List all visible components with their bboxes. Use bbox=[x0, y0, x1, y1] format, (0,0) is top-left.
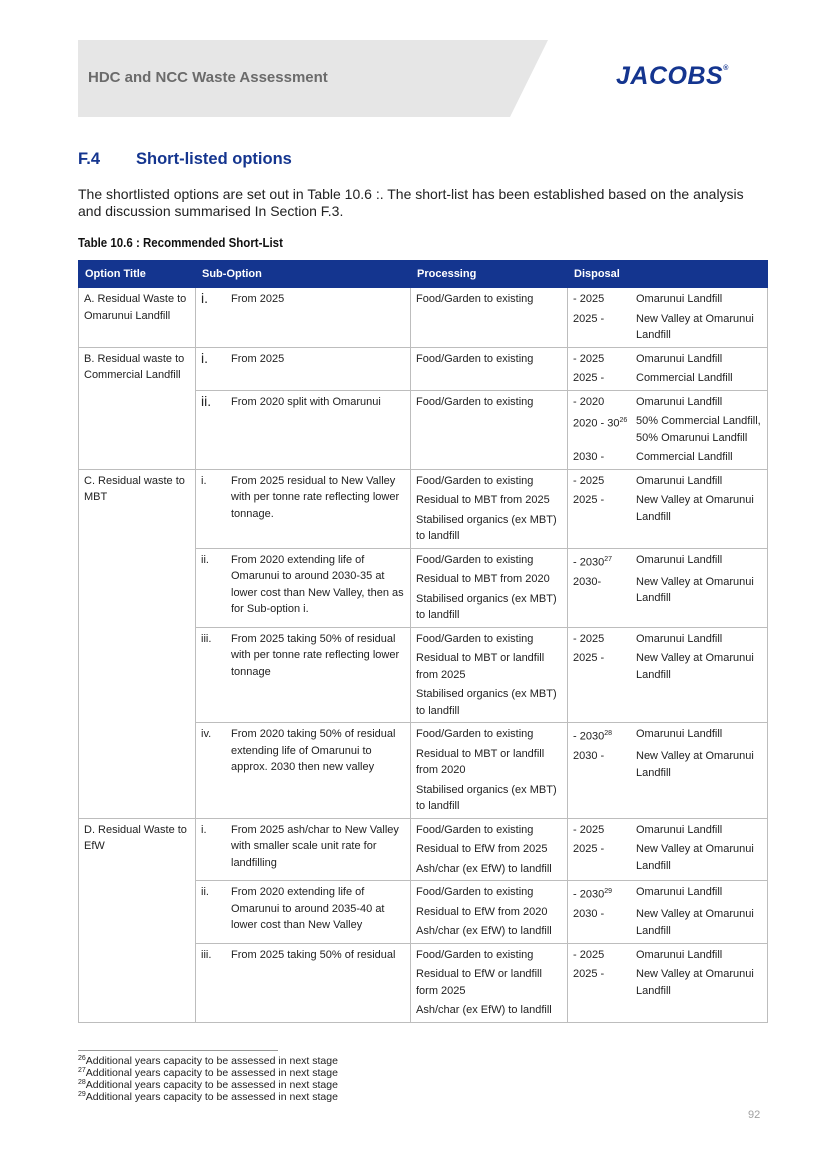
processing-item: Residual to EfW from 2025 bbox=[416, 843, 548, 855]
footnote-text: Additional years capacity to be assessed in next stage bbox=[85, 1079, 338, 1091]
disposal-item bbox=[573, 351, 762, 368]
table-row bbox=[79, 288, 768, 348]
sub-option-text: From 2025 bbox=[231, 352, 285, 365]
disposal-period bbox=[573, 884, 636, 903]
table-row bbox=[79, 818, 768, 881]
header-sub-option: Sub-Option bbox=[196, 261, 411, 288]
processing-item: Food/Garden to existing bbox=[416, 886, 534, 898]
sub-option-content bbox=[201, 473, 405, 523]
processing-item: Food/Garden to existing bbox=[416, 823, 534, 836]
disposal-item bbox=[573, 906, 762, 939]
disposal-period-text: 2030 - bbox=[573, 750, 605, 763]
disposal-period-text: 2025 - bbox=[573, 652, 605, 664]
disposal-period bbox=[573, 311, 636, 344]
sub-option-content bbox=[201, 351, 405, 368]
sub-option-numeral: i. bbox=[201, 290, 208, 306]
sub-option-cell bbox=[196, 943, 411, 1022]
sub-option-content bbox=[201, 726, 405, 776]
processing-item: Residual to MBT from 2020 bbox=[416, 573, 550, 585]
processing-item: Food/Garden to existing bbox=[416, 632, 534, 645]
footnote-number: 26 bbox=[78, 1055, 86, 1062]
disposal-period-text: 2025 - bbox=[573, 968, 605, 980]
processing-cell bbox=[411, 818, 568, 881]
sub-option-text: From 2025 taking 50% of residual with per tonne rate reflecting lower tonnage bbox=[231, 632, 400, 678]
sub-option-numeral: i. bbox=[201, 474, 207, 487]
disposal-period bbox=[573, 370, 636, 387]
disposal-cell bbox=[568, 881, 768, 944]
disposal-site: Omarunui Landfill bbox=[636, 886, 723, 898]
document-title: HDC and NCC Waste Assessment bbox=[88, 69, 328, 86]
disposal-site: Omarunui Landfill bbox=[636, 553, 723, 566]
sub-option-content bbox=[201, 394, 405, 411]
disposal-period-text: 2025 - bbox=[573, 494, 605, 506]
sub-option-text: From 2025 taking 50% of residual bbox=[231, 948, 396, 961]
sub-option-numeral: ii. bbox=[201, 392, 212, 409]
disposal-period bbox=[573, 650, 636, 683]
disposal-period-text: - 2025 bbox=[573, 293, 605, 305]
processing-item: Ash/char (ex EfW) to landfill bbox=[416, 925, 552, 937]
table-row bbox=[79, 347, 768, 390]
table-header-row bbox=[79, 261, 768, 288]
disposal-site: Omarunui Landfill bbox=[636, 352, 723, 365]
disposal-cell bbox=[568, 288, 768, 348]
disposal-item bbox=[573, 947, 762, 964]
footnote-reference: 26 bbox=[619, 417, 628, 424]
disposal-period bbox=[573, 291, 636, 308]
disposal-cell bbox=[568, 943, 768, 1022]
disposal-period-text: - 2025 bbox=[573, 632, 605, 645]
processing-cell bbox=[411, 943, 568, 1022]
processing-item: Residual to MBT or landfill from 2025 bbox=[416, 652, 545, 681]
processing-cell bbox=[411, 881, 568, 944]
processing-item: Ash/char (ex EfW) to landfill bbox=[416, 862, 552, 875]
disposal-site: Omarunui Landfill bbox=[636, 728, 723, 740]
footnote-reference: 29 bbox=[604, 888, 612, 895]
sub-option-cell bbox=[196, 288, 411, 348]
disposal-cell bbox=[568, 548, 768, 627]
sub-option-content bbox=[201, 947, 405, 964]
header-option-title: Option Title bbox=[79, 261, 196, 288]
disposal-item bbox=[573, 492, 762, 525]
disposal-item bbox=[573, 291, 762, 308]
disposal-site: New Valley at Omarunui Landfill bbox=[636, 843, 754, 872]
processing-item: Stabilised organics (ex MBT) to landfill bbox=[416, 513, 557, 542]
disposal-period bbox=[573, 492, 636, 525]
disposal-item bbox=[573, 966, 762, 999]
disposal-period-text: - 2025 bbox=[573, 352, 605, 365]
processing-cell bbox=[411, 469, 568, 548]
disposal-cell bbox=[568, 347, 768, 390]
sub-option-content bbox=[201, 552, 405, 618]
processing-cell bbox=[411, 288, 568, 348]
disposal-period-text: - 2030 bbox=[573, 556, 605, 569]
footnote bbox=[78, 1079, 338, 1091]
sub-option-numeral: iii. bbox=[201, 948, 212, 961]
disposal-site: Omarunui Landfill bbox=[636, 395, 723, 408]
processing-item: Food/Garden to existing bbox=[416, 474, 534, 487]
page-number: 92 bbox=[748, 1109, 761, 1121]
sub-option-cell bbox=[196, 723, 411, 819]
sub-option-text: From 2020 taking 50% of residual extending life of Omarunui to approx. 2030 then new valley bbox=[231, 728, 396, 773]
disposal-period-text: - 2025 bbox=[573, 948, 605, 961]
processing-item: Stabilised organics (ex MBT) to landfill bbox=[416, 688, 557, 717]
sub-option-text: From 2020 split with Omarunui bbox=[231, 395, 381, 408]
disposal-site: New Valley at Omarunui Landfill bbox=[636, 312, 754, 341]
footnote-text: Additional years capacity to be assessed in next stage bbox=[85, 1067, 338, 1079]
disposal-cell bbox=[568, 723, 768, 819]
disposal-site: Omarunui Landfill bbox=[636, 474, 723, 487]
footnote-number: 29 bbox=[78, 1091, 86, 1098]
section-title: Short-listed options bbox=[136, 150, 292, 168]
disposal-period-text: - 2025 bbox=[573, 474, 605, 487]
disposal-period bbox=[573, 449, 636, 466]
disposal-item bbox=[573, 370, 762, 387]
disposal-item bbox=[573, 631, 762, 648]
footnote-divider bbox=[78, 1050, 278, 1051]
footnotes bbox=[78, 1055, 338, 1103]
disposal-item bbox=[573, 413, 762, 446]
disposal-period-text: - 2025 bbox=[573, 823, 605, 836]
sub-option-text: From 2025 ash/char to New Valley with smaller scale unit rate for landfilling bbox=[231, 823, 399, 869]
sub-option-cell bbox=[196, 390, 411, 469]
disposal-period-text: - 2020 bbox=[573, 395, 605, 408]
disposal-item bbox=[573, 311, 762, 344]
disposal-period bbox=[573, 552, 636, 571]
table-body bbox=[79, 288, 768, 1023]
sub-option-cell bbox=[196, 881, 411, 944]
disposal-period bbox=[573, 947, 636, 964]
processing-item: Food/Garden to existing bbox=[416, 728, 534, 740]
sub-option-cell bbox=[196, 347, 411, 390]
option-title-cell: A. Residual Waste to Omarunui Landfill bbox=[79, 288, 196, 348]
disposal-item bbox=[573, 552, 762, 571]
disposal-site: New Valley at Omarunui Landfill bbox=[636, 494, 754, 523]
header-processing: Processing bbox=[411, 261, 568, 288]
disposal-period bbox=[573, 413, 636, 446]
disposal-period bbox=[573, 841, 636, 874]
disposal-site: Commercial Landfill bbox=[636, 451, 733, 463]
disposal-period-text: 2030 - bbox=[573, 451, 605, 463]
footnote bbox=[78, 1055, 338, 1067]
sub-option-text: From 2025 residual to New Valley with per tonne rate reflecting lower tonnage. bbox=[231, 474, 400, 520]
disposal-item bbox=[573, 726, 762, 745]
jacobs-logo bbox=[616, 62, 729, 91]
processing-cell bbox=[411, 347, 568, 390]
option-title-cell: C. Residual waste to MBT bbox=[79, 469, 196, 818]
disposal-period-text: - 2030 bbox=[573, 730, 605, 743]
disposal-period-text: - 2030 bbox=[573, 888, 605, 901]
disposal-period bbox=[573, 631, 636, 648]
processing-item: Stabilised organics (ex MBT) to landfill bbox=[416, 783, 557, 812]
disposal-period bbox=[573, 574, 636, 607]
disposal-item bbox=[573, 884, 762, 903]
disposal-period bbox=[573, 966, 636, 999]
disposal-period-text: 2025 - bbox=[573, 372, 605, 384]
processing-cell bbox=[411, 390, 568, 469]
processing-item: Food/Garden to existing bbox=[416, 948, 534, 961]
disposal-item bbox=[573, 394, 762, 411]
processing-item: Residual to EfW or landfill form 2025 bbox=[416, 968, 542, 997]
disposal-cell bbox=[568, 390, 768, 469]
sub-option-content bbox=[201, 291, 405, 308]
disposal-period bbox=[573, 906, 636, 939]
footnote-number: 27 bbox=[78, 1067, 86, 1074]
footnote-reference: 28 bbox=[604, 730, 612, 737]
intro-paragraph: The shortlisted options are set out in Table 10.6 :. The short-list has been established based on the analysis and discussion summarised In Section F.3. bbox=[78, 186, 744, 219]
disposal-cell bbox=[568, 469, 768, 548]
sub-option-text: From 2025 bbox=[231, 293, 285, 305]
disposal-site: Omarunui Landfill bbox=[636, 823, 723, 836]
section-number: F.4 bbox=[78, 150, 101, 168]
disposal-item bbox=[573, 748, 762, 781]
disposal-site: Omarunui Landfill bbox=[636, 632, 723, 645]
processing-item: Food/Garden to existing bbox=[416, 293, 534, 305]
disposal-period-text: 2020 - 30 bbox=[573, 417, 620, 430]
option-title-cell: D. Residual Waste to EfW bbox=[79, 818, 196, 1022]
header-disposal: Disposal bbox=[568, 261, 768, 288]
disposal-period bbox=[573, 726, 636, 745]
disposal-period bbox=[573, 394, 636, 411]
sub-option-text: From 2020 extending life of Omarunui to around 2035-40 at lower cost than New Valley bbox=[231, 886, 385, 931]
footnote-reference: 27 bbox=[604, 555, 612, 563]
processing-item: Food/Garden to existing bbox=[416, 395, 534, 408]
disposal-site: Omarunui Landfill bbox=[636, 948, 723, 961]
disposal-site: New Valley at Omarunui Landfill bbox=[636, 575, 754, 605]
disposal-item bbox=[573, 449, 762, 466]
processing-cell bbox=[411, 627, 568, 723]
disposal-site: Commercial Landfill bbox=[636, 372, 733, 384]
sub-option-numeral: ii. bbox=[201, 553, 209, 566]
disposal-period bbox=[573, 351, 636, 368]
option-title-cell: B. Residual waste to Commercial Landfill bbox=[79, 347, 196, 469]
footnote bbox=[78, 1091, 338, 1103]
disposal-cell bbox=[568, 627, 768, 723]
disposal-site: New Valley at Omarunui Landfill bbox=[636, 652, 754, 681]
sub-option-content bbox=[201, 631, 405, 681]
processing-cell bbox=[411, 723, 568, 819]
disposal-site: New Valley at Omarunui Landfill bbox=[636, 908, 754, 937]
sub-option-cell bbox=[196, 469, 411, 548]
logo-text: JACOBS bbox=[616, 62, 724, 90]
short-list-table bbox=[78, 260, 768, 1023]
disposal-period-text: 2030- bbox=[573, 575, 602, 588]
disposal-cell bbox=[568, 818, 768, 881]
disposal-site: Omarunui Landfill bbox=[636, 293, 723, 305]
sub-option-numeral: iii. bbox=[201, 632, 212, 645]
sub-option-content bbox=[201, 884, 405, 934]
sub-option-cell bbox=[196, 627, 411, 723]
disposal-period-text: 2030 - bbox=[573, 908, 605, 921]
processing-item: Food/Garden to existing bbox=[416, 352, 534, 365]
logo-registered-mark: ® bbox=[723, 65, 729, 72]
footnote bbox=[78, 1067, 338, 1079]
disposal-period bbox=[573, 822, 636, 839]
disposal-item bbox=[573, 650, 762, 683]
disposal-period-text: 2025 - bbox=[573, 843, 605, 855]
sub-option-numeral: ii. bbox=[201, 886, 209, 898]
sub-option-cell bbox=[196, 818, 411, 881]
table-caption: Table 10.6 : Recommended Short-List bbox=[78, 236, 283, 250]
processing-item: Residual to EfW from 2020 bbox=[416, 905, 548, 918]
processing-item: Ash/char (ex EfW) to landfill bbox=[416, 1004, 552, 1016]
disposal-item bbox=[573, 822, 762, 839]
sub-option-numeral: i. bbox=[201, 823, 207, 836]
sub-option-numeral: iv. bbox=[201, 728, 212, 740]
processing-item: Food/Garden to existing bbox=[416, 553, 534, 566]
sub-option-text: From 2020 extending life of Omarunui to around 2030-35 at lower cost than New Valley, then as for Sub-option i. bbox=[231, 553, 404, 615]
disposal-site: New Valley at Omarunui Landfill bbox=[636, 750, 754, 779]
disposal-item bbox=[573, 841, 762, 874]
processing-item: Residual to MBT or landfill from 2020 bbox=[416, 747, 545, 776]
table-row bbox=[79, 469, 768, 548]
sub-option-content bbox=[201, 822, 405, 872]
disposal-item bbox=[573, 574, 762, 607]
disposal-period bbox=[573, 748, 636, 781]
sub-option-cell bbox=[196, 548, 411, 627]
footnote-text: Additional years capacity to be assessed in next stage bbox=[85, 1055, 338, 1067]
disposal-period-text: 2025 - bbox=[573, 312, 605, 325]
disposal-site: New Valley at Omarunui Landfill bbox=[636, 968, 754, 997]
disposal-site: 50% Commercial Landfill, 50% Omarunui Landfill bbox=[636, 415, 761, 444]
footnote-text: Additional years capacity to be assessed in next stage bbox=[85, 1091, 338, 1103]
processing-item: Residual to MBT from 2025 bbox=[416, 494, 550, 506]
processing-cell bbox=[411, 548, 568, 627]
processing-item: Stabilised organics (ex MBT) to landfill bbox=[416, 592, 557, 621]
disposal-item bbox=[573, 473, 762, 490]
footnote-number: 28 bbox=[78, 1079, 86, 1086]
disposal-period bbox=[573, 473, 636, 490]
sub-option-numeral: i. bbox=[201, 349, 208, 366]
section-heading bbox=[78, 150, 292, 169]
